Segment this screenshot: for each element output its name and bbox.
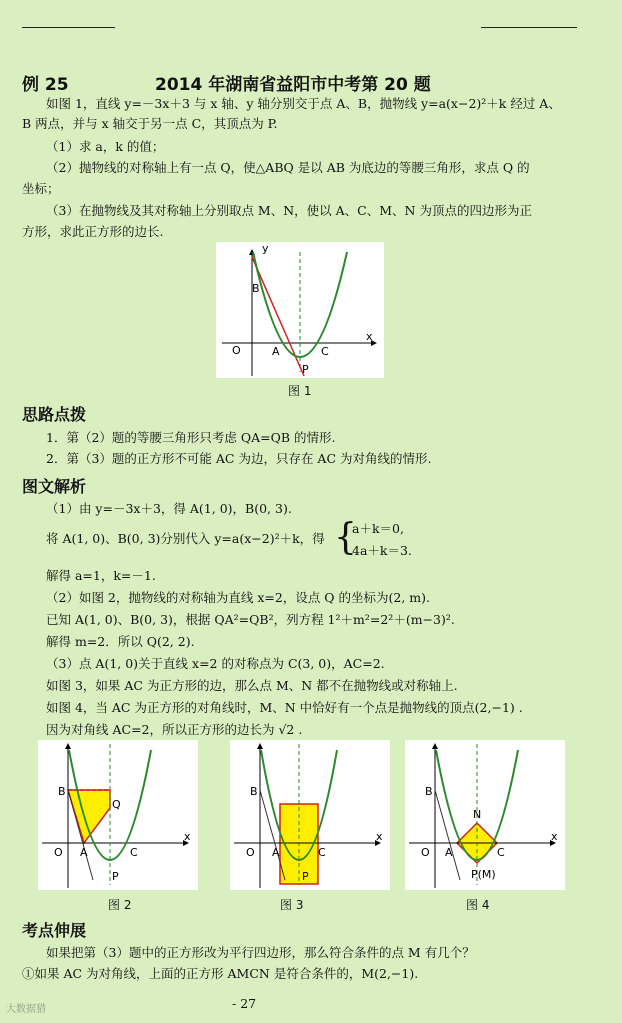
- solution-line: 解得 a=1，k=－1.: [46, 568, 156, 583]
- point-q-label: Q: [112, 798, 121, 811]
- figure-3-caption: 图 3: [280, 898, 304, 912]
- hint-1: 1．第（2）题的等腰三角形只考虑 QA=QB 的情形.: [46, 430, 336, 445]
- figure-4: [405, 740, 565, 890]
- solution-line: 将 A(1, 0)、B(0, 3)分别代入 y=a(x−2)²＋k，得: [46, 531, 325, 546]
- point-a-label: A: [445, 846, 453, 859]
- solution-line: （3）点 A(1, 0)关于直线 x=2 的对称点为 C(3, 0)，AC=2.: [46, 656, 385, 671]
- extension-heading: 考点伸展: [22, 921, 87, 940]
- origin-label: O: [232, 344, 241, 357]
- hint-2: 2．第（3）题的正方形不可能 AC 为边，只存在 AC 为对角线的情形.: [46, 451, 432, 466]
- solution-line: （1）由 y=－3x＋3，得 A(1, 0)，B(0, 3).: [46, 501, 292, 516]
- equation-brace: {: [334, 517, 357, 558]
- y-axis-label: y: [262, 242, 269, 255]
- extension-line: 如果把第（3）题中的正方形改为平行四边形，那么符合条件的点 M 有几个？: [46, 945, 475, 960]
- question-3: （3）在抛物线及其对称轴上分别取点 M、N，使以 A、C、M、N 为顶点的四边形为正: [46, 203, 532, 218]
- solution-line: 解得 m=2．所以 Q(2, 2).: [46, 634, 195, 649]
- hints-heading: 思路点拨: [22, 405, 87, 424]
- point-c-label: C: [497, 846, 505, 859]
- figure-1-caption: 图 1: [288, 384, 312, 398]
- point-b-label: B: [58, 785, 66, 798]
- origin-label: O: [54, 846, 63, 859]
- point-a-label: A: [272, 345, 280, 358]
- origin-label: O: [246, 846, 255, 859]
- figure-3: [230, 740, 390, 890]
- figure-1: [216, 242, 384, 378]
- equation-2: 4a＋k＝3.: [352, 543, 412, 558]
- solution-heading: 图文解析: [22, 477, 87, 496]
- solution-line: 因为对角线 AC=2，所以正方形的边长为 √2 .: [46, 722, 303, 737]
- header-rule-left: [22, 27, 115, 28]
- x-axis-label: x: [551, 830, 558, 843]
- point-n-label: N: [473, 808, 482, 821]
- origin-label: O: [421, 846, 430, 859]
- point-c-label: C: [321, 345, 329, 358]
- x-axis-label: x: [376, 830, 383, 843]
- point-p-label: P: [112, 870, 119, 883]
- figure-1-graph: [216, 242, 384, 378]
- point-c-label: C: [130, 846, 138, 859]
- point-c-label: C: [318, 846, 326, 859]
- point-p-label: P: [302, 363, 309, 376]
- x-axis-label: x: [184, 830, 191, 843]
- question-3-cont: 方形，求此正方形的边长.: [22, 224, 164, 239]
- extension-line: ①如果 AC 为对角线，上面的正方形 AMCN 是符合条件的，M(2,−1).: [22, 966, 419, 981]
- page-number: - 27: [232, 996, 257, 1011]
- example-label: 例 25: [22, 75, 69, 95]
- figure-2-caption: 图 2: [108, 898, 132, 912]
- figure-2: [38, 740, 198, 890]
- question-2: （2）抛物线的对称轴上有一点 Q，使△ABQ 是以 AB 为底边的等腰三角形，求点 Q 的: [46, 160, 530, 175]
- problem-line: B 两点，并与 x 轴交于另一点 C，其顶点为 P.: [22, 116, 278, 131]
- watermark: 大数据猎: [6, 1004, 46, 1015]
- question-1: （1）求 a，k 的值；: [46, 139, 165, 154]
- point-pm-label: P(M): [471, 868, 496, 881]
- isosceles-triangle: [68, 790, 110, 843]
- problem-line: 如图 1，直线 y=－3x＋3 与 x 轴、y 轴分别交于点 A、B，抛物线 y=a(x−2)²＋k 经过 A、: [46, 96, 561, 111]
- x-axis-label: x: [366, 330, 373, 343]
- solution-line: （2）如图 2，抛物线的对称轴为直线 x=2，设点 Q 的坐标为(2, m).: [46, 590, 431, 605]
- figure-4-caption: 图 4: [466, 898, 490, 912]
- point-b-label: B: [425, 785, 433, 798]
- point-a-label: A: [80, 846, 88, 859]
- point-b-label: B: [250, 785, 258, 798]
- point-b-label: B: [252, 282, 260, 295]
- question-2-cont: 坐标；: [22, 181, 60, 196]
- header-rule-right: [481, 27, 577, 28]
- solution-line: 已知 A(1, 0)、B(0, 3)，根据 QA²=QB²，列方程 1²＋m²=2²＋(m−3)².: [46, 612, 455, 627]
- solution-line: 如图 3，如果 AC 为正方形的边，那么点 M、N 都不在抛物线或对称轴上.: [46, 678, 458, 693]
- solution-line: 如图 4，当 AC 为正方形的对角线时，M、N 中恰好有一个点是抛物线的顶点(2,−1) .: [46, 700, 523, 715]
- problem-source: 2014 年湖南省益阳市中考第 20 题: [155, 75, 431, 95]
- equation-1: a＋k＝0,: [352, 521, 404, 536]
- point-p-label: P: [302, 870, 309, 883]
- point-a-label: A: [272, 846, 280, 859]
